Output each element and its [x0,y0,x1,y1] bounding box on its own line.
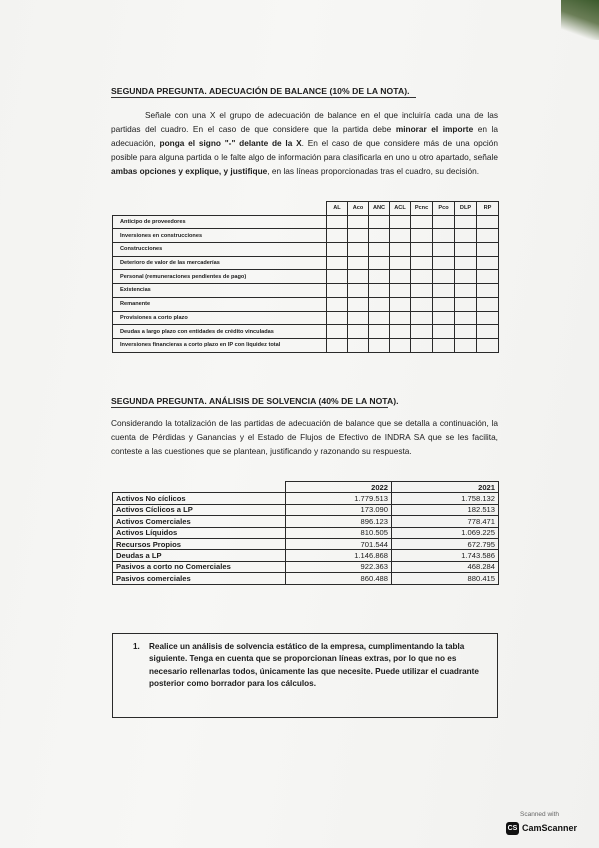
scanned-with-caption: Scanned with [520,811,560,818]
classification-row-label: Inversiones en construcciones [113,229,327,243]
classification-cell[interactable] [411,243,433,257]
classification-cell[interactable] [455,243,477,257]
year-header: 2021 [392,482,499,493]
col-header: DLP [455,202,477,216]
classification-cell[interactable] [348,229,369,243]
classification-row-label: Existencias [113,284,327,298]
classification-cell[interactable] [348,311,369,325]
classification-cell[interactable] [433,338,455,352]
classification-cell[interactable] [411,297,433,311]
classification-cell[interactable] [477,284,499,298]
classification-cell[interactable] [477,215,499,229]
classification-row [113,325,499,339]
col-header: ANC [369,202,390,216]
section-2-paragraph: Considerando la totalización de las partidas de adecuación de balance que se detalla a continuación, la cuenta de Pérdidas y Ganancias y el Estado de Flujos de Efectivo de INDRA SA que se les facilita, conteste a las cuestiones que se plantean, justificando y razonando su respuesta. [111,418,498,456]
classification-cell[interactable] [327,215,348,229]
solvency-item-name: Activos Líquidos [113,527,286,538]
camscanner-name: CamScanner [522,823,578,833]
solvency-item-name: Activos Cíclicos a LP [113,504,286,515]
classification-cell[interactable] [455,325,477,339]
classification-cell[interactable] [411,284,433,298]
classification-cell[interactable] [411,311,433,325]
classification-row-label: Provisiones a corto plazo [113,311,327,325]
classification-cell[interactable] [369,284,390,298]
classification-cell[interactable] [477,325,499,339]
classification-cell[interactable] [455,270,477,284]
classification-cell[interactable] [390,284,411,298]
classification-cell[interactable] [327,270,348,284]
value-2021: 778.471 [392,516,499,527]
classification-row [113,297,499,311]
classification-row-label: Deudas a largo plazo con entidades de crédito vinculadas [113,325,327,339]
classification-cell[interactable] [477,311,499,325]
page-corner-shadow [561,0,599,40]
solvency-item-name: Pasivos a corto no Comerciales [113,561,286,572]
solvency-row [113,561,499,572]
classification-cell[interactable] [390,243,411,257]
classification-cell[interactable] [369,243,390,257]
classification-cell[interactable] [433,215,455,229]
solvency-item-name: Deudas a LP [113,550,286,561]
classification-row [113,270,499,284]
value-2022: 1.146.868 [286,550,392,561]
classification-cell[interactable] [369,270,390,284]
classification-cell[interactable] [433,256,455,270]
solvency-row [113,538,499,549]
section-1-underline [111,97,416,98]
solvency-row [113,550,499,561]
classification-cell[interactable] [455,297,477,311]
question-1-text: Realice un análisis de solvencia estático de la empresa, cumplimentando la tabla siguiente. Tenga en cuenta que se proporcionan líneas extras, por lo que no es necesario rellenarlas todos, únicamente las que necesite. Puede utilizar el cuadrante posterior como borrador para los cálculos. [149,642,479,689]
classification-cell[interactable] [433,325,455,339]
col-header: Pcnc [411,202,433,216]
classification-cell[interactable] [433,297,455,311]
classification-row-label: Deterioro de valor de las mercaderías [113,256,327,270]
classification-cell[interactable] [348,270,369,284]
classification-cell[interactable] [455,256,477,270]
classification-cell[interactable] [455,284,477,298]
solvency-row [113,573,499,584]
classification-cell[interactable] [455,215,477,229]
col-header: ACL [390,202,411,216]
classification-cell[interactable] [348,284,369,298]
solvency-corner-cell [113,482,286,493]
classification-row [113,229,499,243]
col-header: AL [327,202,348,216]
classification-row [113,338,499,352]
classification-row-label: Inversiones financieras a corto plazo en IP con liquidez total [113,338,327,352]
section-2-underline [111,407,388,408]
value-2021: 1.743.586 [392,550,499,561]
classification-cell[interactable] [455,229,477,243]
section-2-heading: SEGUNDA PREGUNTA. ANÁLISIS DE SOLVENCIA (40% DE LA NOTA). [111,396,399,406]
classification-cell[interactable] [369,325,390,339]
camscanner-logo-icon: CS [506,822,519,835]
classification-table [112,201,499,353]
classification-cell[interactable] [411,338,433,352]
classification-cell[interactable] [327,229,348,243]
classification-cell[interactable] [348,256,369,270]
classification-cell[interactable] [327,243,348,257]
classification-cell[interactable] [327,297,348,311]
col-header: Pco [433,202,455,216]
classification-cell[interactable] [390,338,411,352]
question-1-box [112,633,498,718]
classification-cell[interactable] [327,311,348,325]
classification-cell[interactable] [369,215,390,229]
classification-cell[interactable] [369,338,390,352]
value-2021: 1.758.132 [392,493,499,504]
solvency-item-name: Pasivos comerciales [113,573,286,584]
classification-cell[interactable] [433,270,455,284]
solvency-row [113,493,499,504]
classification-cell[interactable] [369,229,390,243]
solvency-row [113,527,499,538]
classification-cell[interactable] [411,229,433,243]
classification-row-label: Personal (remuneraciones pendientes de pago) [113,270,327,284]
classification-cell[interactable] [477,338,499,352]
year-header: 2022 [286,482,392,493]
classification-cell[interactable] [390,256,411,270]
classification-cell[interactable] [369,256,390,270]
classification-cell[interactable] [455,311,477,325]
value-2021: 1.069.225 [392,527,499,538]
classification-cell[interactable] [327,284,348,298]
classification-cell[interactable] [477,256,499,270]
value-2022: 173.090 [286,504,392,515]
classification-row [113,284,499,298]
classification-cell[interactable] [390,297,411,311]
classification-cell[interactable] [348,338,369,352]
solvency-item-name: Recursos Propios [113,538,286,549]
value-2021: 468.284 [392,561,499,572]
classification-cell[interactable] [477,297,499,311]
solvency-row [113,504,499,515]
classification-cell[interactable] [477,229,499,243]
classification-cell[interactable] [369,297,390,311]
value-2022: 896.123 [286,516,392,527]
value-2022: 922.363 [286,561,392,572]
classification-cell[interactable] [455,338,477,352]
classification-cell[interactable] [348,297,369,311]
classification-cell[interactable] [327,325,348,339]
value-2022: 860.488 [286,573,392,584]
value-2021: 880.415 [392,573,499,584]
solvency-header-row [113,482,499,493]
classification-row-label: Anticipo de proveedores [113,215,327,229]
classification-cell[interactable] [369,311,390,325]
classification-cell[interactable] [348,243,369,257]
classification-cell[interactable] [390,270,411,284]
classification-cell[interactable] [411,256,433,270]
classification-cell[interactable] [327,256,348,270]
value-2022: 1.779.513 [286,493,392,504]
classification-cell[interactable] [433,284,455,298]
classification-corner-cell [113,202,327,216]
classification-cell[interactable] [411,325,433,339]
question-1-number: 1. [133,642,140,651]
classification-cell[interactable] [433,311,455,325]
value-2021: 182.513 [392,504,499,515]
col-header: Aco [348,202,369,216]
solvency-row [113,516,499,527]
classification-header-row [113,202,499,216]
solvency-item-name: Activos No cíclicos [113,493,286,504]
solvency-table [112,481,499,585]
classification-row-label: Remanente [113,297,327,311]
classification-cell[interactable] [433,229,455,243]
value-2021: 672.795 [392,538,499,549]
classification-cell[interactable] [390,215,411,229]
classification-cell[interactable] [390,229,411,243]
classification-row [113,256,499,270]
value-2022: 810.505 [286,527,392,538]
classification-row [113,215,499,229]
section-1-heading: SEGUNDA PREGUNTA. ADECUACIÓN DE BALANCE (10% DE LA NOTA). [111,86,410,96]
classification-cell[interactable] [390,325,411,339]
solvency-item-name: Activos Comerciales [113,516,286,527]
classification-cell[interactable] [348,325,369,339]
classification-cell[interactable] [411,270,433,284]
classification-cell[interactable] [477,243,499,257]
classification-cell[interactable] [411,215,433,229]
camscanner-watermark [506,811,588,839]
classification-row [113,311,499,325]
classification-cell[interactable] [433,243,455,257]
classification-cell[interactable] [477,270,499,284]
section-1-paragraph: Señale con una X el grupo de adecuación de balance en el que incluiría cada una de las partidas del cuadro. En el caso de que considere que la partida debe minorar el importe en la adecuación, ponga el signo "-" delante de la X. En el caso de que considere más de una opción posible para alguna partida o le falte algo de información para clasificarla en uno u otro apartado, señale ambas opciones y explique, y justifique, en las líneas proporcionadas tras el cuadro, su decisión. [111,110,498,176]
classification-row-label: Construcciones [113,243,327,257]
value-2022: 701.544 [286,538,392,549]
classification-cell[interactable] [390,311,411,325]
col-header: RP [477,202,499,216]
classification-row [113,243,499,257]
classification-cell[interactable] [348,215,369,229]
classification-cell[interactable] [327,338,348,352]
